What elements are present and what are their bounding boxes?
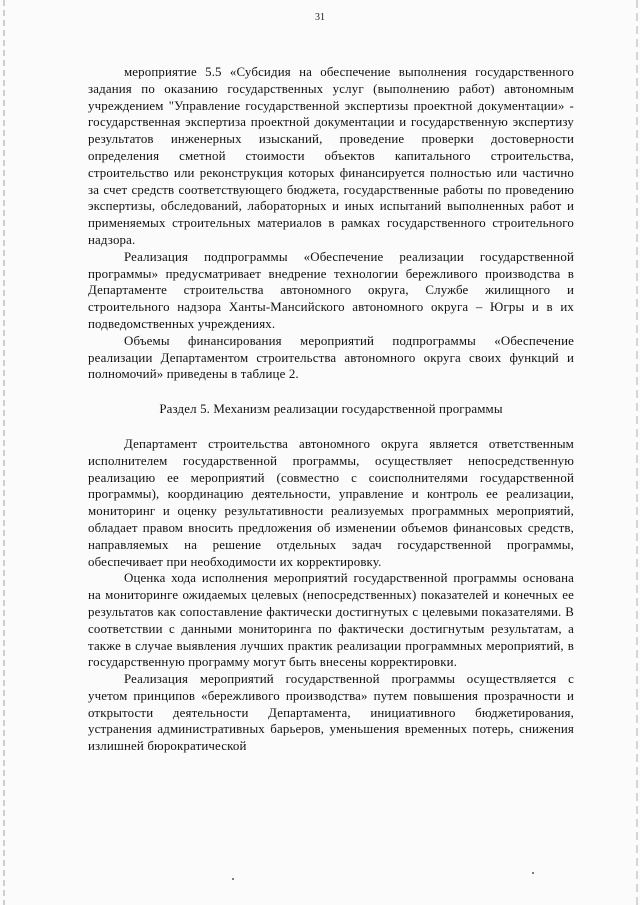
section-heading: Раздел 5. Механизм реализации государственной программы xyxy=(159,402,503,417)
paragraph-progress-assessment: Оценка хода исполнения мероприятий государственной программы основана на мониторинге ожидаемых целевых (непосредственных) показателей и конечных ее результатов как сопоставление фактически достигнутых с целевыми показателями. В соответствии с данными мониторинга по фактически достигнутым результатам, а также в случае выявления лучших практик реализации программных мероприятий, в государственную программу могут быть внесены корректировки. xyxy=(88,571,574,670)
page-number: 31 xyxy=(315,12,325,23)
scan-edge-left xyxy=(3,0,5,905)
scan-speck xyxy=(232,878,234,880)
scan-edge-right xyxy=(636,0,638,905)
paragraph-lean-production: Реализация подпрограммы «Обеспечение реализации государственной программы» предусматривает внедрение технологии бережливого производства в Департаменте строительства автономного округа, Службе жилищного и строительного надзора Ханты-Мансийского автономного округа – Югры и в их подведомственных учреждениях. xyxy=(88,249,574,331)
paragraph-responsible-executor: Департамент строительства автономного округа является ответственным исполнителем государственной программы, осуществляет непосредственную реализацию ее мероприятий (совместно с соисполнителями государственной программы), координацию деятельности, управление и контроль ее реализации, мониторинг и оценку результативности реализуемых программных мероприятий, обладает правом вносить предложения об изменении объемов финансовых средств, направляемых на решение отдельных задач государственной программы, обеспечивает при необходимости их корректировку. xyxy=(88,436,574,569)
paragraph-financing-volumes: Объемы финансирования мероприятий подпрограммы «Обеспечение реализации Департаментом строительства автономного округа своих функций и полномочий» приведены в таблице 2. xyxy=(88,333,574,382)
paragraph-measure-5-5: мероприятие 5.5 «Субсидия на обеспечение выполнения государственного задания по оказанию государственных услуг (выполнению работ) автономным учреждением "Управление государственной экспертизы проектной документации» - государственная экспертиза проектной документации и государственную экспертизу результатов инженерных изысканий, проведение проверки достоверности определения сметной стоимости объектов капитального строительства, строительство или реконструкция которых финансируется полностью или частично за счет средств соответствующего бюджета, государственные работы по проведению экспертизы, обследований, лабораторных и иных испытаний выполненных работ и применяемых строительных материалов в рамках государственного строительного надзора. xyxy=(88,65,574,247)
paragraph-implementation-principles: Реализация мероприятий государственной программы осуществляется с учетом принципов «бережливого производства» путем повышения прозрачности и открытости деятельности Департамента, инициативного бюджетирования, устранения административных барьеров, уменьшения временных потерь, снижения излишней бюрократической xyxy=(88,672,574,754)
scan-speck xyxy=(532,872,534,874)
document-body xyxy=(88,64,574,755)
